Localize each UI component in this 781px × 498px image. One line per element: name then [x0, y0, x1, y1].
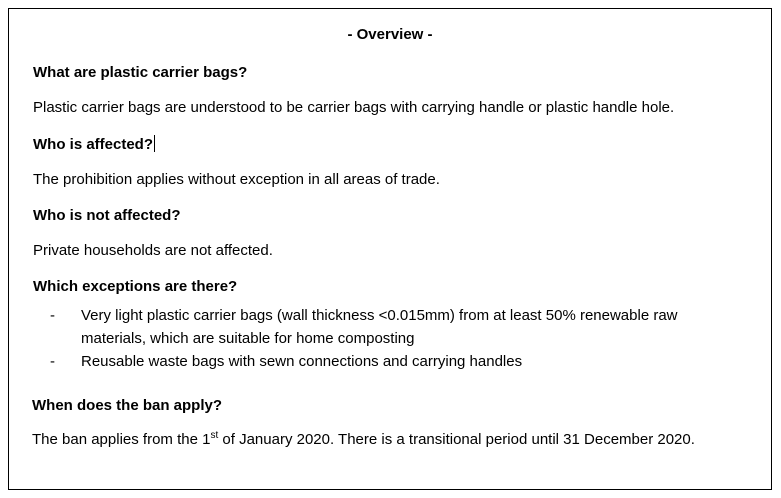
heading-who-affected-line[interactable]	[33, 135, 155, 154]
heading-who-affected: Who is affected?	[33, 136, 154, 153]
text-when-ban-after: of January 2020. There is a transitional period until 31 December 2020.	[218, 431, 695, 448]
heading-who-not-affected: Who is not affected?	[33, 207, 181, 224]
document-frame	[8, 8, 772, 490]
text-who-affected: The prohibition applies without exception in all areas of trade.	[33, 171, 440, 188]
text-what-are-bags: Plastic carrier bags are understood to be carrier bags with carrying handle or plastic handle hole.	[33, 99, 675, 116]
bullet-dash: -	[50, 307, 55, 324]
page-title: - Overview -	[347, 26, 433, 43]
list-item-text: Very light plastic carrier bags (wall thickness <0.015mm) from at least 50% renewable raw materials, which are suitable for home composting	[81, 307, 678, 347]
list-item	[50, 304, 741, 350]
heading-exceptions: Which exceptions are there?	[33, 278, 238, 295]
ordinal-suffix: st	[210, 430, 219, 441]
list-item	[50, 350, 741, 373]
heading-when-ban: When does the ban apply?	[32, 397, 223, 414]
text-who-not-affected: Private households are not affected.	[33, 242, 273, 259]
list-item-text: Reusable waste bags with sewn connections and carrying handles	[81, 353, 523, 370]
text-when-ban-before: The ban applies from the 1	[32, 431, 211, 448]
exceptions-list	[50, 304, 741, 373]
heading-what-are-bags: What are plastic carrier bags?	[33, 64, 248, 81]
text-cursor	[154, 135, 155, 152]
bullet-dash: -	[50, 353, 55, 370]
